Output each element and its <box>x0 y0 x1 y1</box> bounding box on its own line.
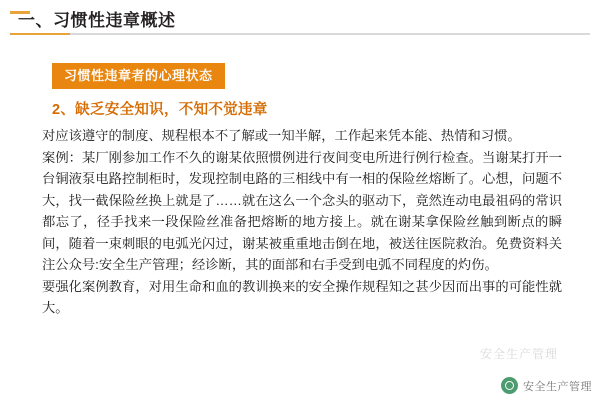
body-paragraph-3: 要强化案例教育，对用生命和血的教训换来的安全操作规程知之甚少因而出事的可能性就大。 <box>42 278 562 315</box>
section-heading-badge: 习惯性违章者的心理状态 <box>52 63 225 89</box>
ghost-watermark: 安全生产管理 <box>479 347 558 361</box>
watermark <box>501 377 592 394</box>
watermark-label: 安全生产管理 <box>523 380 592 393</box>
title-divider-accent <box>10 33 70 35</box>
title-divider <box>10 33 590 35</box>
body-paragraph-2: 案例：某厂刚参加工作不久的谢某依照惯例进行夜间变电所进行例行检查。当谢某打开一台铜液泵电路控制柜时，发现控制电路的三相线中有一相的保险丝熔断了。心想，问题不大，找一截保险丝换上就是了……就在这么一个念头的驱动下，竟然连动电最祖码的常识都忘了，径手找来一段保险丝准备把熔断的地方接上。就在谢某拿保险丝触到断点的瞬间，随着一束刺眼的电弧光闪过，谢某被重重地击倒在地，被送往医院救治。免费资料关注公众号:安全生产管理；经诊断，其的面部和右手受到电弧不同程度的灼伤。 <box>42 149 562 272</box>
safety-logo-icon <box>501 377 518 394</box>
sub-heading: 2、缺乏安全知识，不知不觉违章 <box>52 102 268 118</box>
body-content <box>42 125 562 319</box>
body-paragraph-1: 对应该遵守的制度、规程根本不了解或一知半解，工作起来凭本能、热情和习惯。 <box>42 128 521 143</box>
page-title: 一、习惯性违章概述 <box>18 11 176 30</box>
slide-title-row <box>0 0 600 40</box>
